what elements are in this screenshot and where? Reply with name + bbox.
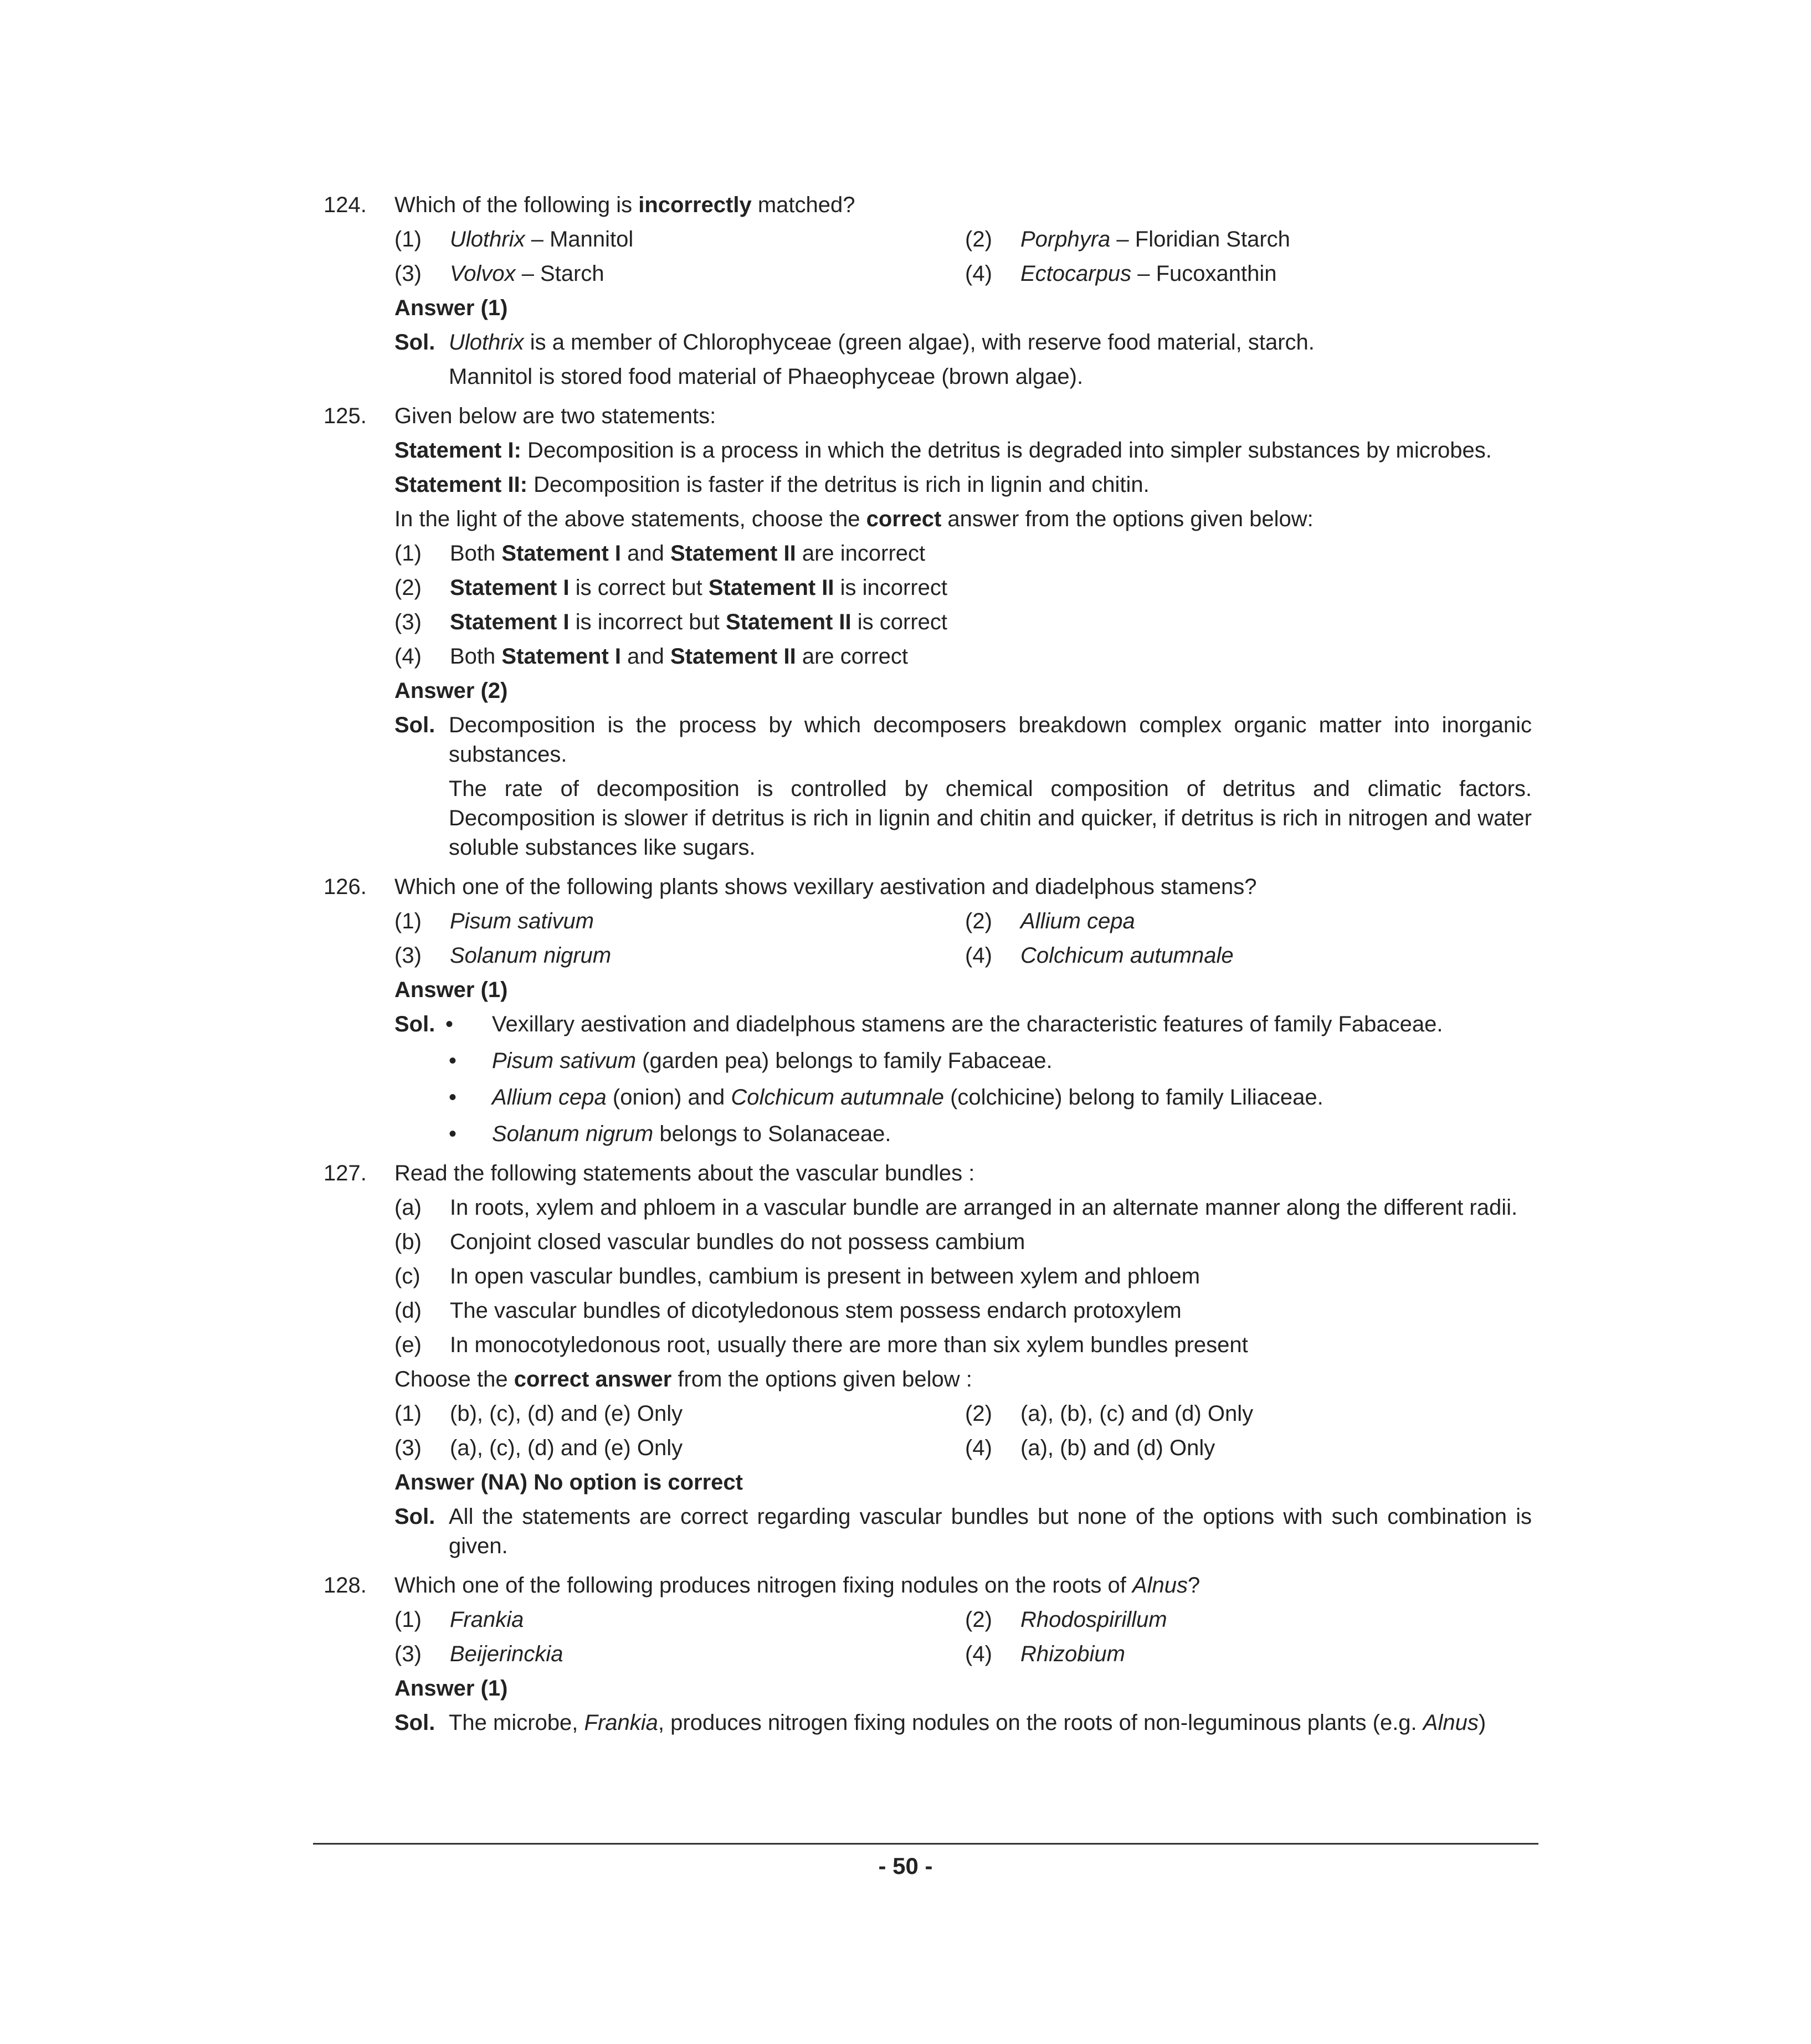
statement-item: (b) Conjoint closed vascular bundles do not possess cambium [394,1230,1025,1254]
answer: Answer (NA) No option is correct [394,1470,743,1495]
answer: Answer (1) [394,978,508,1002]
question-128 [310,1571,1532,1738]
instruction: Choose the correct answer from the options given below : [394,1367,972,1391]
question-number: 124. [324,193,367,217]
question-number: 126. [324,875,367,899]
option-1: (1) Both Statement I and Statement II are incorrect [394,541,926,566]
option-3: (3) Statement I is incorrect but Statement II is correct [394,610,948,634]
option-2: (2) Allium cepa [965,909,1135,933]
option-4: (4) (a), (b) and (d) Only [965,1436,1215,1460]
option-4: (4) Ectocarpus – Fucoxanthin [965,261,1277,286]
option-4: (4) Both Statement I and Statement II are correct [394,644,908,669]
question-page [310,191,1532,1738]
bullet-item: • Vexillary aestivation and diadelphous stamens are the characteristic features of family Fabaceae. [445,1012,1443,1036]
option-1: (1) Ulothrix – Mannitol [394,227,634,251]
option-3: (3) (a), (c), (d) and (e) Only [394,1436,683,1460]
options [394,1605,1532,1669]
statement-1: Statement I: Decomposition is a process in which the detritus is degraded into simpler substances by microbes. [394,438,1492,463]
bullet-item: • Solanum nigrum belongs to Solanaceae. [449,1122,891,1146]
option-1: (1) Frankia [394,1608,524,1632]
page-number: - 50 - [878,1853,933,1879]
option-2: (2) Porphyra – Floridian Starch [965,227,1290,251]
solution: Sol. All the statements are correct regarding vascular bundles but none of the options with such combination is given. [394,1504,1532,1558]
answer: Answer (2) [394,679,508,703]
question-number: 127. [324,1161,367,1185]
instruction: In the light of the above statements, choose the correct answer from the options given below: [394,507,1314,531]
options [394,907,1532,970]
option-3: (3) Solanum nigrum [394,943,612,968]
options [394,1399,1532,1463]
option-2: (2) Statement I is correct but Statement II is incorrect [394,576,948,600]
question-stem: Which one of the following plants shows vexillary aestivation and diadelphous stamens? [394,875,1257,899]
solution: Sol. The microbe, Frankia, produces nitrogen fixing nodules on the roots of non-leguminous plants (e.g. Alnus) [394,1711,1486,1735]
option-2: (2) Rhodospirillum [965,1608,1167,1632]
question-stem: Given below are two statements: [394,404,716,428]
bullet-item: • Pisum sativum (garden pea) belongs to family Fabaceae. [449,1049,1053,1073]
question-124 [310,191,1532,392]
statement-list [394,1193,1532,1360]
question-number: 128. [324,1573,367,1598]
option-3: (3) Beijerinckia [394,1642,563,1666]
solution: Sol. • Vexillary aestivation and diadelphous stamens are the characteristic features of family Fabaceae. • Pisum sativum (garden pea) belongs to family Fabaceae. • Allium cepa (onion) and Colchicum autumnale (colchicine) belong to family Liliaceae. • Solanum nigrum belongs to Solanaceae. [394,1010,1532,1149]
options [394,539,1532,671]
options [394,225,1532,289]
statement-item: (e) In monocotyledonous root, usually there are more than six xylem bundles present [394,1333,1248,1357]
bullet-item: • Allium cepa (onion) and Colchicum autumnale (colchicine) belong to family Liliaceae. [449,1085,1323,1110]
question-stem: Which one of the following produces nitrogen fixing nodules on the roots of Alnus? [394,1573,1201,1598]
option-3: (3) Volvox – Starch [394,261,604,286]
solution: Sol. Ulothrix is a member of Chlorophyceae (green algae), with reserve food material, starch. Mannitol is stored food material of Phaeophyceae (brown algae). [394,330,1315,389]
answer: Answer (1) [394,296,508,320]
question-stem: Read the following statements about the vascular bundles : [394,1161,975,1185]
statement-2: Statement II: Decomposition is faster if the detritus is rich in lignin and chitin. [394,473,1150,497]
option-1: (1) (b), (c), (d) and (e) Only [394,1401,683,1426]
statement-item: (d) The vascular bundles of dicotyledonous stem possess endarch protoxylem [394,1298,1182,1323]
question-stem: Which of the following is incorrectly matched? [394,193,855,217]
option-4: (4) Colchicum autumnale [965,943,1234,968]
option-4: (4) Rhizobium [965,1642,1125,1666]
statement-item: (a) In roots, xylem and phloem in a vascular bundle are arranged in an alternate manner along the different radii. [394,1195,1518,1220]
footer-divider [313,1843,1538,1845]
answer: Answer (1) [394,1676,508,1701]
option-2: (2) (a), (b), (c) and (d) Only [965,1401,1254,1426]
solution: Sol. Decomposition is the process by which decomposers breakdown complex organic matter into inorganic substances. The rate of decomposition is controlled by chemical composition of detritus and climatic factors. Decomposition is slower if detritus is rich in lignin and chitin and quicker, if detritus is rich in nitrogen and water soluble substances like sugars. [394,713,1532,860]
question-126 [310,872,1532,1149]
statement-item: (c) In open vascular bundles, cambium is present in between xylem and phloem [394,1264,1201,1288]
option-1: (1) Pisum sativum [394,909,594,933]
question-number: 125. [324,404,367,428]
question-127 [310,1159,1532,1561]
question-125 [310,402,1532,862]
